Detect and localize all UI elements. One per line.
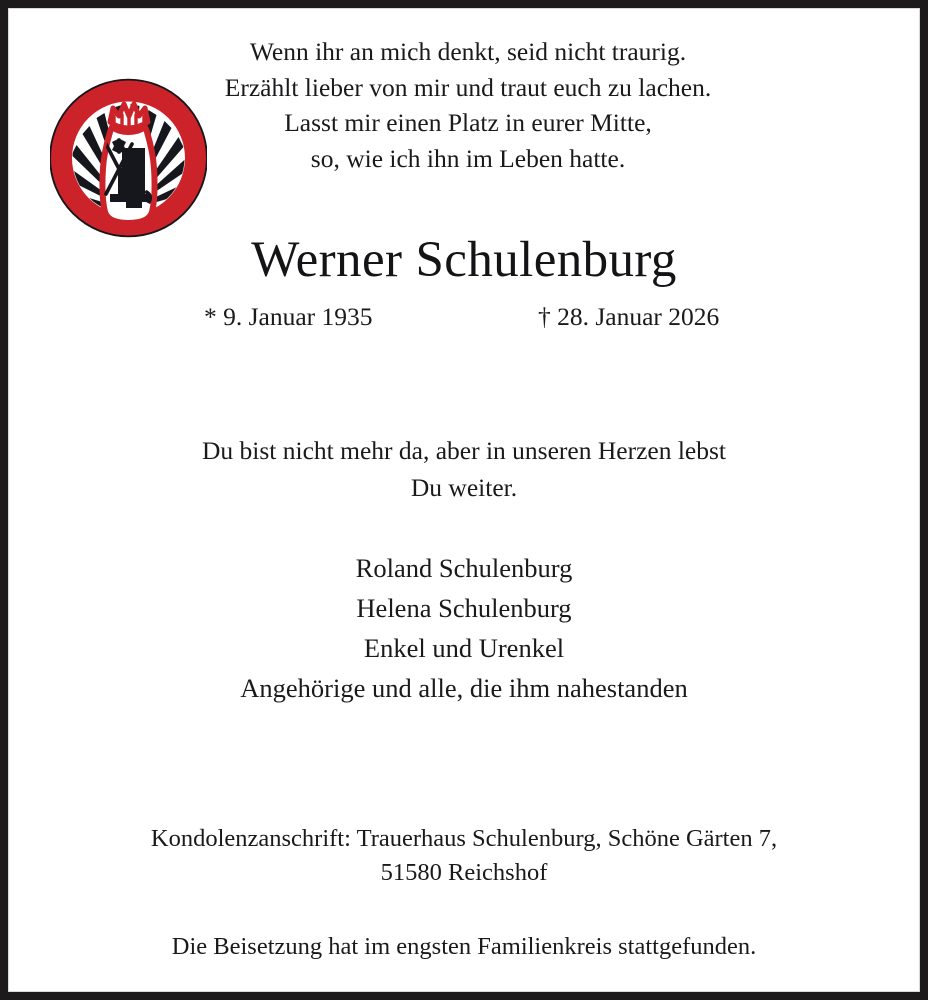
poem-line-4: so, wie ich ihn im Leben hatte.: [310, 143, 626, 173]
poem-block: [158, 34, 778, 176]
birth-date: * 9. Januar 1935: [204, 302, 373, 331]
message-line-2: Du weiter.: [410, 473, 518, 502]
mourner-line-1: Roland Schulenburg: [355, 553, 573, 583]
death-date: † 28. Januar 2026: [538, 302, 720, 331]
life-dates: [8, 301, 920, 333]
mourner-line-3: Enkel und Urenkel: [363, 633, 565, 663]
condolence-address: [94, 822, 834, 890]
address-line-2: 51580 Reichshof: [380, 859, 548, 886]
mourner-line-4: Angehörige und alle, die ihm nahestanden: [240, 673, 688, 703]
message-line-1: Du bist nicht mehr da, aber in unseren Herzen lebst: [202, 436, 726, 465]
funeral-note: Die Beisetzung hat im engsten Familienkreis stattgefunden.: [171, 933, 757, 960]
deceased-name: Werner Schulenburg: [251, 232, 677, 288]
mourner-line-2: Helena Schulenburg: [356, 593, 572, 623]
memorial-message: [124, 432, 804, 506]
notice-canvas: [8, 8, 920, 992]
poem-line-3: Lasst mir einen Platz in eurer Mitte,: [284, 108, 652, 137]
mourners-block: [88, 548, 840, 708]
poem-line-1: Wenn ihr an mich denkt, seid nicht traurig.: [249, 37, 687, 66]
address-line-1: Kondolenzanschrift: Trauerhaus Schulenburg, Schöne Gärten 7,: [150, 825, 778, 852]
poem-line-2: Erzählt lieber von mir und traut euch zu lachen.: [224, 72, 712, 102]
